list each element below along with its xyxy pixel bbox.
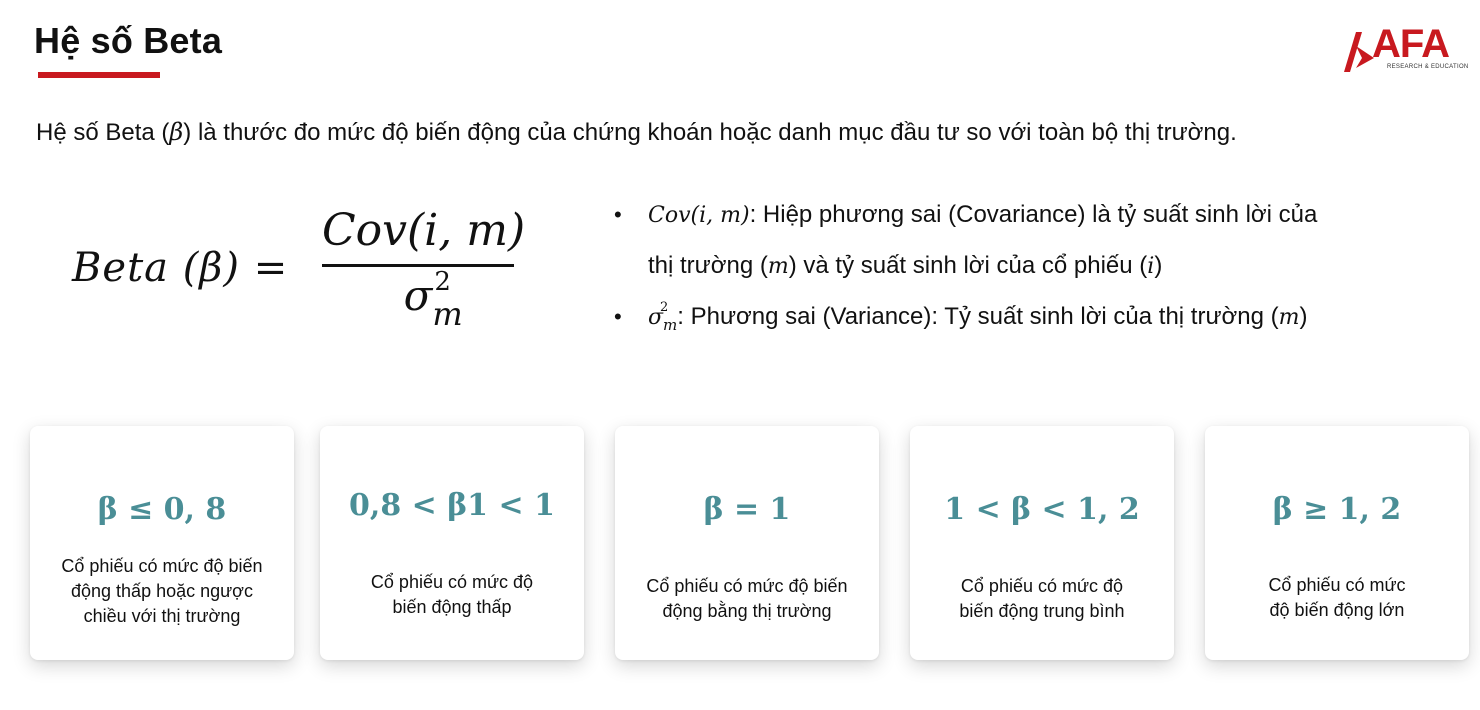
card-condition: β = 1 (703, 492, 791, 527)
variance-text-a: : Phương sai (Variance): Tỷ suất sinh lời của thị trường ( (677, 303, 1279, 330)
logo-tagline: RESEARCH & EDUCATION (1387, 64, 1469, 70)
card-line: chiều với thị trường (83, 606, 241, 626)
formula-denominator (322, 267, 514, 333)
intro-beta-symbol: β (169, 118, 184, 146)
afa-logo (1342, 22, 1469, 74)
card-condition: 0,8 < β1 < 1 (349, 488, 555, 523)
cov-var-i: i (1147, 254, 1155, 279)
card-line: độ biến động lớn (1269, 600, 1405, 620)
variance-text-b: ) (1299, 303, 1308, 330)
fraction-bar (322, 264, 514, 267)
variance-sup: 2 (660, 300, 669, 315)
card-line: Cổ phiếu có mức độ (960, 576, 1124, 596)
card-condition: β ≥ 1, 2 (1272, 492, 1402, 527)
card-description (631, 574, 863, 624)
card-line: Cổ phiếu có mức độ biến (646, 576, 848, 596)
denominator-sup: 2 (434, 267, 451, 297)
variance-base: σ (648, 305, 664, 330)
variance-var-m: m (1278, 305, 1300, 330)
cov-var-m: m (767, 254, 789, 279)
afa-logo-mark-icon (1342, 28, 1376, 72)
card-medium (910, 426, 1174, 660)
cov-symbol: Cov(i, m) (648, 203, 750, 228)
card-high (1205, 426, 1469, 660)
cov-text-a: : Hiệp phương sai (Covariance) là tỷ suất sinh lời của (749, 201, 1318, 228)
card-condition: β ≤ 0, 8 (97, 492, 227, 527)
card-line: Cổ phiếu có mức (1268, 575, 1406, 595)
card-line: động bằng thị trường (662, 601, 832, 621)
intro-after: ) là thước đo mức độ biến động của chứng khoán hoặc danh mục đầu tư so với toàn bộ thị trường. (183, 119, 1237, 146)
denominator-base: σ (403, 271, 433, 320)
beta-formula (72, 205, 532, 335)
variance-sub: m (663, 316, 678, 334)
formula-lhs: Beta (β) = (72, 245, 289, 291)
card-line: biến động thấp (392, 597, 512, 617)
cov-text-d: ) (1154, 252, 1163, 279)
card-condition: 1 < β < 1, 2 (944, 492, 1140, 527)
intro-text (36, 118, 1237, 147)
intro-before: Hệ số Beta ( (36, 119, 170, 146)
formula-numerator: Cov(i, m) (322, 205, 526, 256)
logo-text: AFA (1372, 22, 1449, 66)
cov-text-b: thị trường ( (648, 252, 768, 279)
card-line: Cổ phiếu có mức độ (370, 572, 534, 592)
definition-variance (612, 292, 1452, 344)
card-low (320, 426, 584, 660)
variance-symbol (648, 293, 677, 344)
card-description (46, 554, 278, 629)
definition-list (612, 190, 1452, 344)
title-underline (38, 72, 160, 78)
definition-covariance (612, 190, 1452, 292)
bullet-icon: • (614, 202, 622, 227)
cov-text-c: ) và tỷ suất sinh lời của cổ phiếu ( (788, 252, 1148, 279)
card-description (926, 574, 1158, 624)
card-line: biến động trung bình (959, 601, 1125, 621)
page-title: Hệ số Beta (34, 20, 223, 61)
card-equal-market (615, 426, 879, 660)
card-line: Cổ phiếu có mức độ biến (61, 556, 263, 576)
denominator-sub: m (432, 295, 463, 333)
bullet-icon: • (614, 304, 622, 329)
card-description (1221, 573, 1453, 623)
card-low-negative (30, 426, 294, 660)
card-description (336, 570, 568, 620)
card-line: động thấp hoặc ngược (71, 581, 253, 601)
